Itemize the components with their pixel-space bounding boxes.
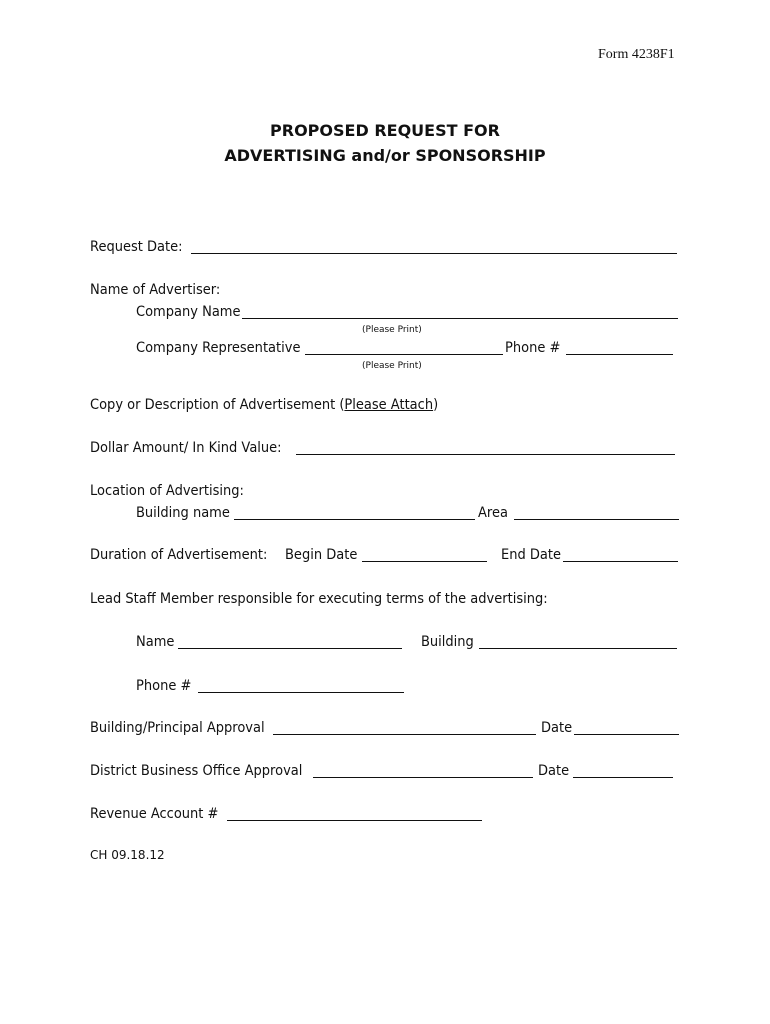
copy-description-line [90, 396, 438, 414]
area-label: Area [478, 505, 508, 521]
form-number: Form 4238F1 [598, 47, 675, 62]
please-print-note-2: (Please Print) [362, 361, 422, 371]
principal-approval-label: Building/Principal Approval [90, 720, 265, 736]
principal-date-label: Date [541, 720, 573, 736]
staff-building-label: Building [421, 634, 474, 650]
company-name-label: Company Name [136, 304, 241, 320]
staff-name-field[interactable] [178, 648, 402, 649]
building-name-label: Building name [136, 505, 230, 521]
begin-date-label: Begin Date [285, 547, 358, 563]
company-name-field[interactable] [242, 318, 678, 319]
business-office-date-field[interactable] [573, 777, 673, 778]
copy-description-prefix: Copy or Description of Advertisement ( [90, 397, 345, 413]
footer-code: CH 09.18.12 [90, 848, 165, 862]
dollar-amount-field[interactable] [296, 454, 675, 455]
advertiser-heading: Name of Advertiser: [90, 282, 221, 298]
title-line-1: PROPOSED REQUEST FOR [270, 121, 500, 140]
business-office-approval-field[interactable] [313, 777, 533, 778]
duration-label: Duration of Advertisement: [90, 547, 268, 563]
staff-phone-field[interactable] [198, 692, 404, 693]
building-name-field[interactable] [234, 519, 475, 520]
advertiser-phone-label: Phone # [505, 340, 561, 356]
business-office-approval-label: District Business Office Approval [90, 763, 303, 779]
end-date-label: End Date [501, 547, 562, 563]
business-office-date-label: Date [538, 763, 570, 779]
dollar-amount-label: Dollar Amount/ In Kind Value: [90, 440, 282, 456]
staff-name-label: Name [136, 634, 175, 650]
request-date-field[interactable] [191, 253, 677, 254]
staff-phone-label: Phone # [136, 678, 192, 694]
advertiser-phone-field[interactable] [566, 354, 673, 355]
copy-description-suffix: ) [433, 397, 439, 413]
please-print-note: (Please Print) [362, 325, 422, 335]
staff-building-field[interactable] [479, 648, 677, 649]
company-rep-field[interactable] [305, 354, 503, 355]
please-attach-text: Please Attach [344, 397, 434, 413]
begin-date-field[interactable] [362, 561, 487, 562]
request-date-label: Request Date: [90, 239, 183, 255]
end-date-field[interactable] [563, 561, 678, 562]
lead-staff-heading: Lead Staff Member responsible for executing terms of the advertising: [90, 591, 548, 607]
title-line-2: ADVERTISING and/or SPONSORSHIP [224, 146, 546, 165]
revenue-account-label: Revenue Account # [90, 806, 219, 822]
principal-date-field[interactable] [574, 734, 679, 735]
area-field[interactable] [514, 519, 679, 520]
location-heading: Location of Advertising: [90, 483, 244, 499]
revenue-account-field[interactable] [227, 820, 482, 821]
principal-approval-field[interactable] [273, 734, 536, 735]
company-rep-label: Company Representative [136, 340, 301, 356]
